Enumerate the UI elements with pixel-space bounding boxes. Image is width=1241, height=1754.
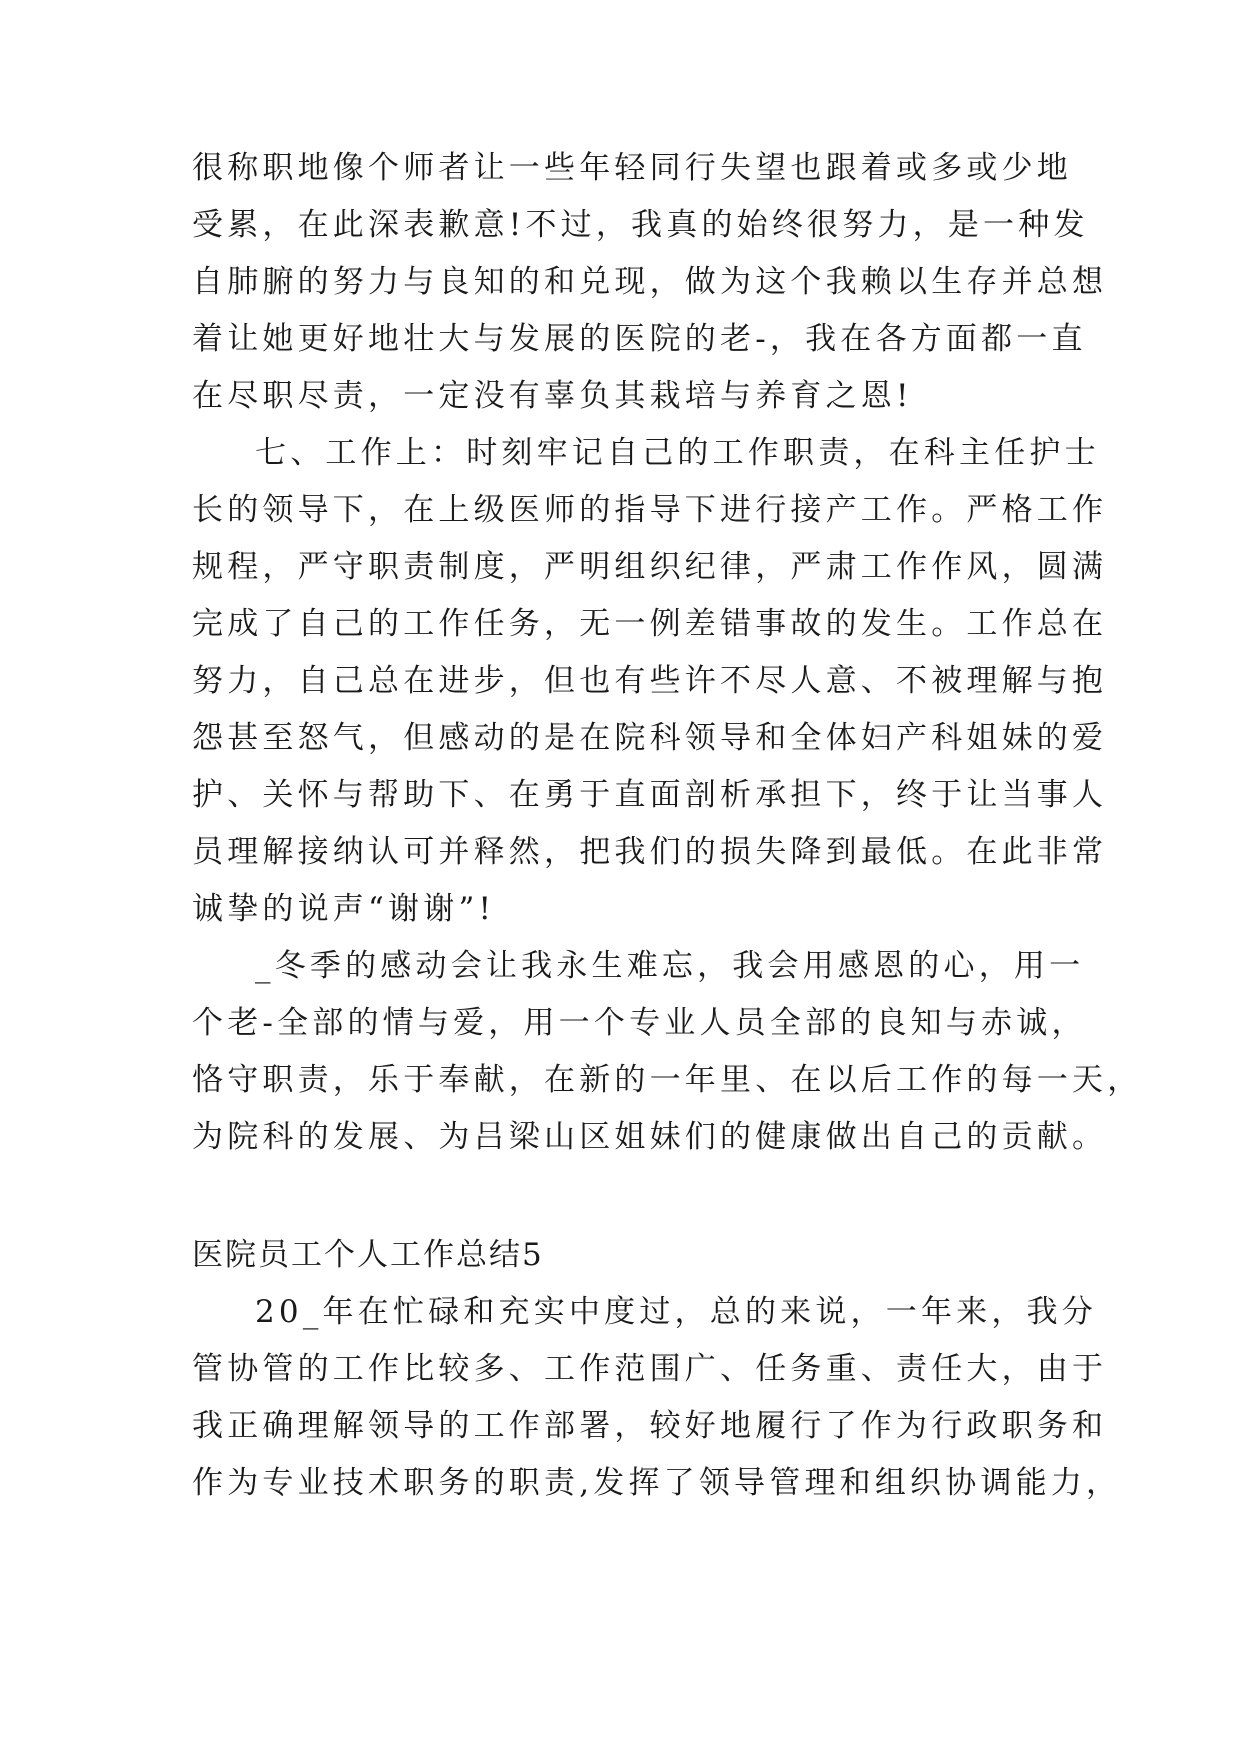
paragraph-line: 受累，在此深表歉意!不过，我真的始终很努力，是一种发: [192, 207, 1089, 243]
paragraph-line: 作为专业技术职务的职责,发挥了领导管理和组织协调能力，: [192, 1465, 1122, 1501]
paragraph-line: 七、工作上：时刻牢记自己的工作职责，在科主任护士: [255, 435, 1100, 471]
paragraph-line: 着让她更好地壮大与发展的医院的老-，我在各方面都一直: [192, 321, 1087, 357]
paragraph-line: 长的领导下，在上级医师的指导下进行接产工作。严格工作: [192, 492, 1108, 528]
paragraph-line: 20_年在忙碌和充实中度过，总的来说，一年来，我分: [255, 1294, 1097, 1330]
paragraph-line: 个老-全部的情与爱，用一个专业人员全部的良知与赤诚，: [192, 1005, 1087, 1041]
section-heading: 医院员工个人工作总结5: [192, 1237, 544, 1273]
paragraph-line: 很称职地像个师者让一些年轻同行失望也跟着或多或少地: [192, 150, 1072, 186]
paragraph-line: 为院科的发展、为吕梁山区姐妹们的健康做出自己的贡献。: [192, 1119, 1108, 1155]
paragraph-line: 我正确理解领导的工作部署，较好地履行了作为行政职务和: [192, 1408, 1108, 1444]
paragraph-line: 在尽职尽责，一定没有辜负其栽培与养育之恩!: [192, 378, 913, 414]
paragraph-line: 自肺腑的努力与良知的和兑现，做为这个我赖以生存并总想: [192, 264, 1108, 300]
paragraph-line: _冬季的感动会让我永生难忘，我会用感恩的心，用一: [255, 948, 1085, 984]
paragraph-line: 恪守职责，乐于奉献，在新的一年里、在以后工作的每一天，: [192, 1062, 1143, 1098]
paragraph-line: 怨甚至怒气，但感动的是在院科领导和全体妇产科姐妹的爱: [192, 720, 1108, 756]
paragraph-line: 员理解接纳认可并释然，把我们的损失降到最低。在此非常: [192, 834, 1108, 870]
paragraph-line: 努力，自己总在进步，但也有些许不尽人意、不被理解与抱: [192, 663, 1108, 699]
paragraph-line: 管协管的工作比较多、工作范围广、任务重、责任大，由于: [192, 1351, 1108, 1387]
paragraph-line: 诚挚的说声“谢谢”!: [192, 891, 496, 927]
paragraph-line: 完成了自己的工作任务，无一例差错事故的发生。工作总在: [192, 606, 1108, 642]
paragraph-line: 护、关怀与帮助下、在勇于直面剖析承担下，终于让当事人: [192, 777, 1108, 813]
paragraph-line: 规程，严守职责制度，严明组织纪律，严肃工作作风，圆满: [192, 549, 1108, 585]
